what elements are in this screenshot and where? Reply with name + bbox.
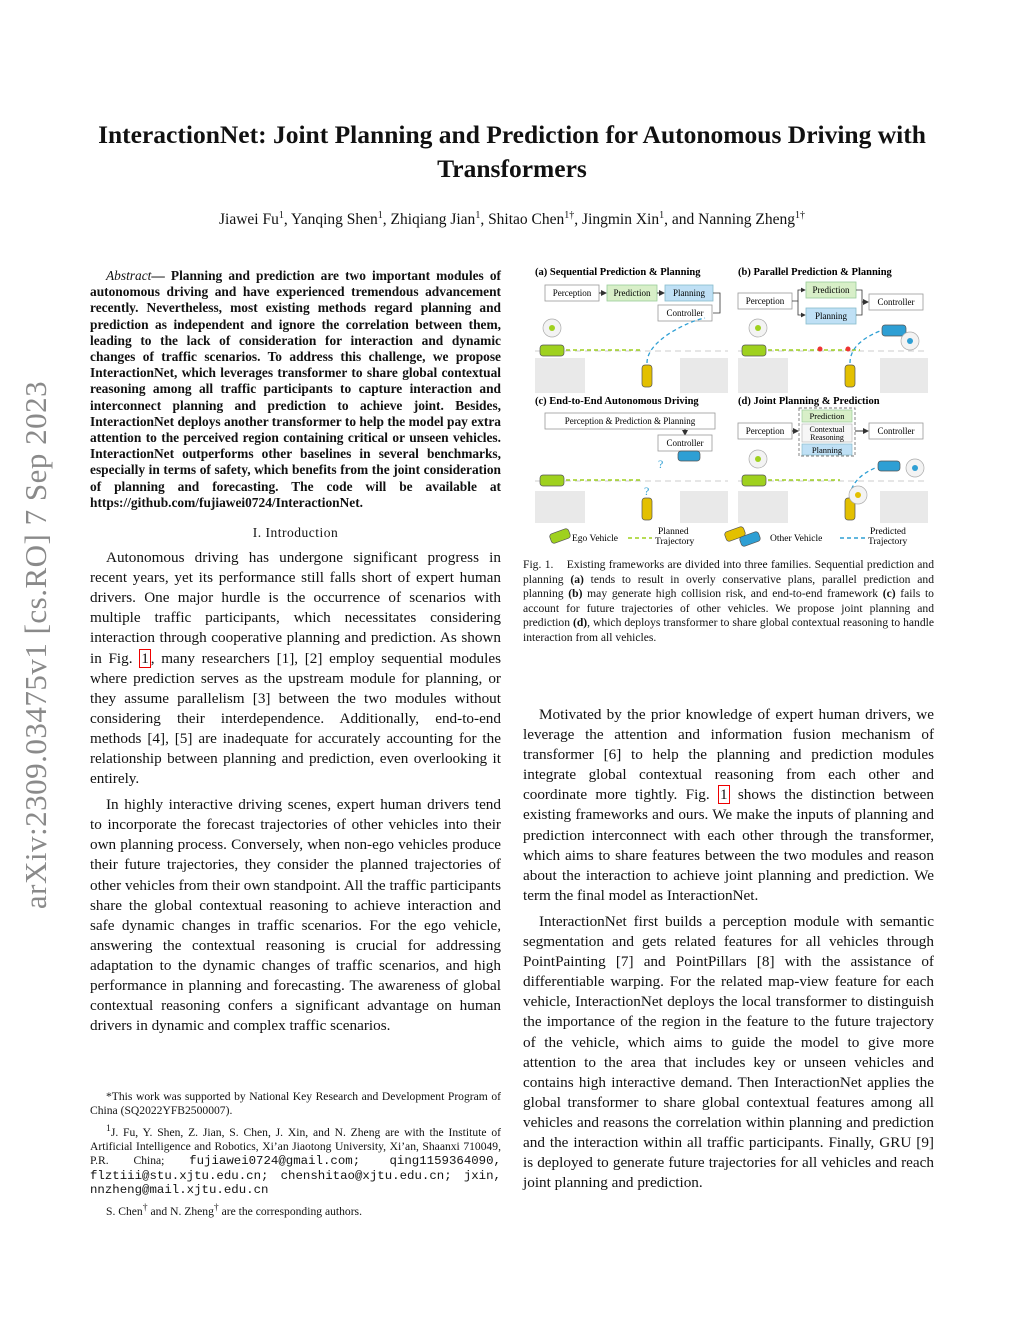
svg-text:Ego Vehicle: Ego Vehicle — [572, 534, 618, 544]
svg-text:Controller: Controller — [666, 438, 704, 448]
right-column — [523, 705, 934, 1199]
panel-a — [535, 285, 728, 393]
svg-text:Prediction: Prediction — [613, 288, 651, 298]
svg-text:Perception: Perception — [745, 426, 785, 436]
body-paragraph: Motivated by the prior knowledge of expert human drivers, we leverage the attention and information fusion mechanism of transformer [6] to help the planning and prediction modules integrate global contextual reasoning from each other and coordinate more tightly. Fig. 1 shows the distinction between existing frameworks and ours. We make the inputs of planning and prediction interconnect with each other through the transformer, which aims to share features between the two modules and reason about the interaction to achieve joint planning and prediction. We term the final model as InteractionNet. — [523, 706, 934, 904]
svg-text:Perception: Perception — [745, 296, 785, 306]
svg-text:?: ? — [658, 457, 664, 471]
svg-text:Trajectory: Trajectory — [868, 537, 908, 547]
svg-text:Perception & Prediction & Plan: Perception & Prediction & Planning — [564, 416, 696, 426]
arxiv-stamp — [6, 365, 66, 925]
svg-text:Reasoning: Reasoning — [810, 433, 844, 442]
body-paragraph: InteractionNet first builds a perception module with semantic segmentation and gets related features for all vehicles through PointPainting [7] and PointPillars [8] with the assistance of differentiable warping. For the related map-view feature for each vehicle, InteractionNet deploys the local transformer to distinguish the importance of the region in the feature to the future trajectory of the vehicle, which aims to guide the model to give more attention to the area that includes key or unseen vehicles and contains high interactive demand. Then InteractionNet applies the global transformer to share global contextual features among all vehicles and reasons the correlation within planning and prediction and the interaction within all traffic participants. Finally, GRU [9] is deployed to generate future trajectories for all vehicles and reach joint planning and prediction. — [523, 912, 934, 1192]
svg-text:Planning: Planning — [814, 311, 848, 321]
abstract: Abstract— Planning and prediction are two important modules of autonomous driving and have experienced tremendous advancement recently. Nevertheless, most existing methods regard planning and prediction as independent and ignore the correlation between them, leading to the lack of consideration for interaction and dynamic changes of traffic scenarios. To address this challenge, we propose InteractionNet, which leverages transformer to share global contextual reasoning among all traffic participants to capture interaction and interconnect planning and prediction to achieve joint. Besides, InteractionNet deploys another transformer to help the model pay extra attention to the perceived region containing critical or unseen vehicles. InteractionNet outperforms other baselines in several benchmarks, especially in terms of safety, which benefits from the joint consideration of planning and forecasting. The code will be available at https://github.com/fujiawei0724/InteractionNet. — [90, 268, 501, 510]
arxiv-id: arXiv:2309.03475v1 [cs.RO] 7 Sep 2023 — [18, 380, 54, 910]
intro-paragraph: In highly interactive driving scenes, expert human drivers tend to incorporate the forecast trajectories of other vehicles into their own planning process. Conversely, when non-ego vehicles produce their future trajectories, they consider the planned trajectories of other vehicles from their own standpoint. All the traffic participants share the global contextual reasoning to achieve interaction and safe dynamic changes in traffic scenarios. For the ego vehicle, answering the contextual reasoning is crucial for addressing adaptation to the dynamic changes of traffic scenarios, and high performance in planning and forecasting. The awareness of global contextual reasoning confers a significant advantage on human drivers in dynamic and complex traffic scenarios. — [90, 796, 501, 1035]
author: Yanqing Shen — [291, 211, 378, 229]
author: Zhiqiang Jian — [390, 211, 476, 229]
panel-c-title: (c) End-to-End Autonomous Driving — [535, 396, 699, 407]
figure-1 — [530, 263, 930, 553]
svg-text:Planning: Planning — [811, 445, 843, 455]
svg-text:?: ? — [644, 484, 650, 498]
funding-note: *This work was supported by National Key Research and Development Program of China (SQ2022YFB2500007). — [90, 1090, 501, 1118]
abstract-label: Abstract — [106, 268, 152, 283]
svg-text:Predicted: Predicted — [870, 527, 906, 537]
svg-text:Planning: Planning — [672, 288, 706, 298]
section-heading: I. Introduction — [252, 525, 339, 541]
figure-1-caption: Fig. 1. Existing frameworks are divided into three families. Sequential prediction and planning (a) tends to result in overly conservative plans, parallel prediction and planning (b) may generate high collision risk, and end-to-end framework (c) fails to account for future trajectories of other vehicles. We propose joint planning and prediction (d), which deploys transformer to share global contextual reasoning to handle interaction from all vehicles. — [523, 558, 934, 644]
svg-text:Prediction: Prediction — [809, 411, 845, 421]
paper-title: InteractionNet: Joint Planning and Prediction for Autonomous Driving with Transformers — [98, 120, 926, 183]
panel-c — [535, 413, 728, 523]
figure-reference-link[interactable]: 1 — [719, 786, 728, 804]
author-list: Jiawei Fu$^1$, Yanqing Shen$^1$, Zhiqiang Jian$^1$, Shitao Chen$^{1\dagger}$, Jingmin Xin$^1$, and Nanning Zheng$^{1\dagger}$ — [219, 210, 805, 229]
author: Shitao Chen — [488, 211, 565, 229]
caption-label: Fig. 1. — [523, 558, 554, 571]
panel-b-title: (b) Parallel Prediction & Planning — [738, 267, 892, 278]
panel-d — [738, 408, 928, 523]
svg-text:Controller: Controller — [877, 297, 915, 307]
svg-text:Contextual: Contextual — [809, 425, 845, 434]
panel-a-title: (a) Sequential Prediction & Planning — [535, 267, 701, 278]
footnotes — [90, 1090, 501, 1222]
svg-text:Prediction: Prediction — [812, 285, 850, 295]
figure-1-diagram — [530, 263, 930, 553]
svg-text:Perception: Perception — [552, 288, 592, 298]
svg-text:Controller: Controller — [877, 426, 915, 436]
author: Jingmin Xin — [582, 211, 660, 229]
svg-text:Trajectory: Trajectory — [655, 537, 695, 547]
panel-d-title: (d) Joint Planning & Prediction — [738, 396, 880, 407]
figure-reference-link[interactable]: 1 — [141, 649, 149, 667]
intro-paragraph: Autonomous driving has undergone significant progress in recent years, yet its performance still falls short of expert human drivers. One major hurdle is the occurrence of scenarios with multiple traffic participants, which necessitates considering interaction through cooperative planning and prediction. As shown in Fig. 1 , many researchers [1], [2] employ sequential modules where prediction serves as the upstream module for planning, or they assume parallelism [3] between the two modules without considering their interdependence. Additionally, end-to-end methods [4], [5] are inadequate for accurately accounting for the relationship between planning and prediction, even overlooking it entirely. — [90, 549, 502, 788]
email-list: fujiawei0724@gmail.com; qing1159364090, flztiii@stu.xjtu.edu.cn; chenshitao@xjtu.edu.cn; jxin, nnzheng@mail.xjtu.edu.cn — [90, 1154, 501, 1198]
affiliation-note: $^1$J. Fu, Y. Shen, Z. Jian, S. Chen, J. Xin, and N. Zheng are with the Institute of Artificial Intelligence and Robotics, Xi’an Jiaotong University, Xi’an, Shaanxi 710049, P.R. China; fujiawei0724@gmail.com; qing1159364090, flztiii@stu.xjtu.edu.cn; chenshitao@xjtu.edu.cn; jxin, nnzheng@mail.xjtu.edu.cn — [90, 1122, 501, 1198]
svg-text:Controller: Controller — [666, 308, 704, 318]
abstract-text: Planning and prediction are two important modules of autonomous driving and have experienced tremendous advancement recently. Nevertheless, most existing methods regard planning and prediction as independent and ignore the correlation between them, leading to the lack of consideration for interaction and dynamic changes of traffic scenarios. To address this challenge, we propose InteractionNet, which leverages transformer to share global contextual reasoning among all traffic participants to capture interaction and interconnect planning and prediction to achieve joint. Besides, InteractionNet deploys another transformer to help the model pay extra attention to the perceived region containing critical or unseen vehicles. InteractionNet outperforms other baselines in several benchmarks, especially in terms of safety, which benefits from the joint consideration of planning and forecasting. The code will be available at https://github.com/fujiawei0724/InteractionNet. — [90, 268, 501, 510]
left-column — [90, 268, 501, 1042]
author: Nanning Zheng — [698, 211, 795, 229]
svg-text:Other Vehicle: Other Vehicle — [770, 534, 823, 544]
author: Jiawei Fu — [219, 211, 279, 229]
corresponding-note: S. Chen† and N. Zheng† are the corresponding authors. — [106, 1201, 362, 1218]
figure-legend — [549, 526, 908, 547]
panel-b — [738, 282, 928, 393]
svg-text:Planned: Planned — [658, 527, 689, 537]
